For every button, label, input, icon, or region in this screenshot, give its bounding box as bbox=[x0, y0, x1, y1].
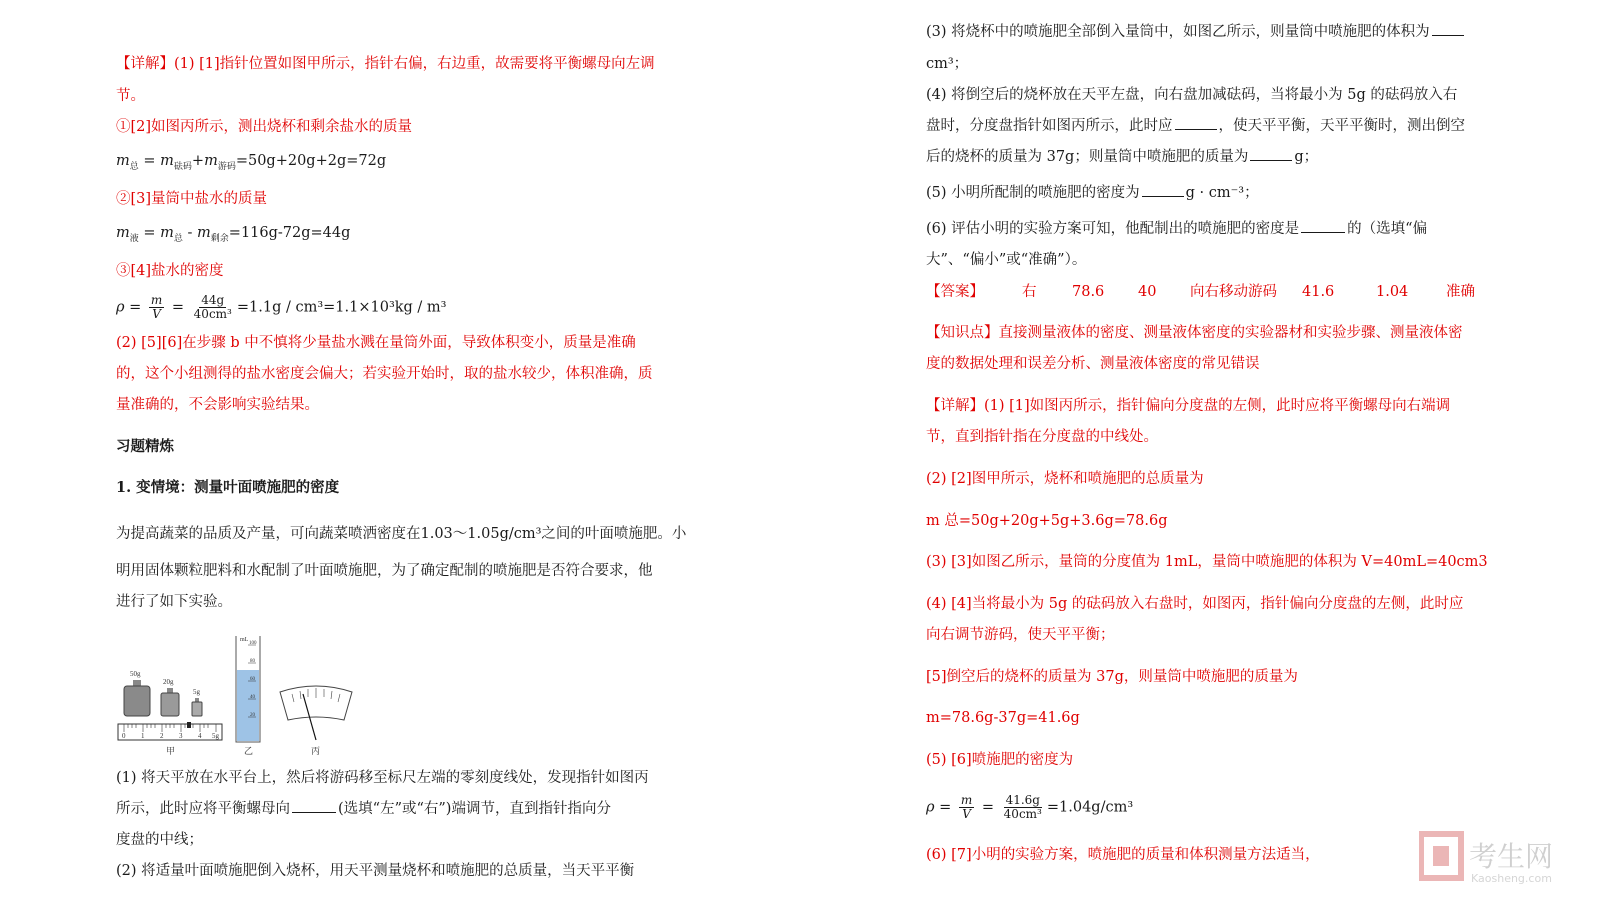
question-line: 后的烧杯的质量为 37g；则量筒中喷施肥的质量为 g； bbox=[926, 149, 1319, 165]
answer-item: 41.6 bbox=[1302, 284, 1335, 300]
svg-text:100: 100 bbox=[249, 641, 257, 646]
intro-line: 明用固体颗粒肥料和水配制了叶面喷施肥，为了确定配制的喷施肥是否符合要求，他 bbox=[116, 563, 653, 579]
svg-text:60: 60 bbox=[250, 677, 255, 682]
question-line: (6) 评估小明的实验方案可知，他配制出的喷施肥的密度是 的（选填“偏 bbox=[926, 221, 1428, 237]
answer-blank bbox=[1142, 196, 1184, 197]
answer-item: 78.6 bbox=[1072, 284, 1105, 300]
svg-text:丙: 丙 bbox=[311, 746, 321, 756]
question-line: 大”、“偏小”或“准确”）。 bbox=[926, 252, 1087, 268]
explanation-line: 的，这个小组测得的盐水密度会偏大；若实验开始时，取的盐水较少，体积准确，质 bbox=[116, 366, 653, 382]
step-line: ③[4]盐水的密度 bbox=[116, 263, 224, 279]
equation: $m_液 = m_总 - m_{剩余}=116g-72g=44g$ bbox=[116, 225, 351, 244]
weight-label: 20g bbox=[163, 678, 174, 686]
detail-line: m 总=50g+20g+5g+3.6g=78.6g bbox=[926, 513, 1168, 529]
detail-line: (2) [2]图甲所示，烧杯和喷施肥的总质量为 bbox=[926, 471, 1204, 487]
answer-item: 向右移动游码 bbox=[1190, 284, 1277, 300]
svg-text:0: 0 bbox=[122, 732, 126, 740]
question-line: 盘时，分度盘指针如图丙所示，此时应 ，使天平平衡，天平平衡时，测出倒空 bbox=[926, 118, 1465, 134]
equation: $m_总 = m_{砝码}+m_{游码}=50g+20g+2g=72g$ bbox=[116, 153, 387, 172]
detail-line: (3) [3]如图乙所示，量筒的分度值为 1mL，量筒中喷施肥的体积为 V=40mL=40cm3 bbox=[926, 554, 1488, 570]
detail-line: 【详解】(1) [1]指针位置如图甲所示，指针右偏，右边重，故需要将平衡螺母向左调 bbox=[116, 56, 655, 72]
intro-line: 为提高蔬菜的品质及产量，可向蔬菜喷洒密度在1.03～1.05g/cm³之间的叶面喷施肥。小 bbox=[116, 526, 687, 542]
experiment-figure bbox=[116, 636, 376, 764]
question-line: (5) 小明所配制的喷施肥的密度为 g · cm⁻³； bbox=[926, 185, 1259, 201]
weight-20g bbox=[161, 693, 179, 716]
question-line: (1) 将天平放在水平台上，然后将游码移至标尺左端的零刻度线处，发现指针如图丙 bbox=[116, 770, 649, 786]
detail-line: (5) [6]喷施肥的密度为 bbox=[926, 752, 1074, 768]
svg-text:20: 20 bbox=[250, 713, 255, 718]
weight-label: 50g bbox=[130, 670, 141, 678]
explanation-line: (2) [5][6]在步骤 b 中不慎将少量盐水溅在量筒外面，导致体积变小，质量是准确 bbox=[116, 335, 636, 351]
detail-line: 节，直到指针指在分度盘的中线处。 bbox=[926, 429, 1158, 445]
question-line: (4) 将倒空后的烧杯放在天平左盘，向右盘加减砝码，当将最小为 5g 的砝码放入右 bbox=[926, 87, 1458, 103]
knowledge-point: 度的数据处理和误差分析、测量液体密度的常见错误 bbox=[926, 356, 1260, 372]
svg-text:3: 3 bbox=[179, 732, 183, 740]
svg-text:4: 4 bbox=[198, 732, 202, 740]
question-line: 所示，此时应将平衡螺母向 (选填“左”或“右”)端调节，直到指针指向分 bbox=[116, 801, 611, 817]
answer-item: 准确 bbox=[1446, 284, 1475, 300]
answer-blank bbox=[1432, 35, 1464, 36]
svg-text:mL: mL bbox=[240, 637, 249, 643]
answer-blank bbox=[1175, 129, 1217, 130]
weight-5g bbox=[192, 702, 202, 716]
answer-item: 40 bbox=[1138, 284, 1157, 300]
detail-line: 【详解】(1) [1]如图丙所示，指针偏向分度盘的左侧，此时应将平衡螺母向右端调 bbox=[926, 398, 1451, 414]
svg-text:乙: 乙 bbox=[244, 746, 254, 756]
answer-label: 【答案】 bbox=[926, 284, 984, 300]
detail-line: 向右调节游码，使天平平衡； bbox=[926, 627, 1115, 643]
liquid-level bbox=[237, 670, 259, 741]
question-line: cm³； bbox=[926, 56, 969, 72]
svg-text:40: 40 bbox=[250, 695, 255, 700]
question-line: 度盘的中线； bbox=[116, 832, 203, 848]
section-title: 习题精炼 bbox=[116, 438, 174, 455]
svg-text:2: 2 bbox=[160, 732, 164, 740]
intro-line: 进行了如下实验。 bbox=[116, 594, 232, 610]
detail-line: 节。 bbox=[116, 88, 145, 104]
detail-line: (4) [4]当将最小为 5g 的砝码放入右盘时，如图丙，指针偏向分度盘的左侧，此时应 bbox=[926, 596, 1464, 612]
detail-line: m=78.6g-37g=41.6g bbox=[926, 710, 1080, 726]
answer-blank bbox=[1250, 160, 1292, 161]
svg-text:5g: 5g bbox=[212, 732, 219, 740]
rider bbox=[187, 722, 191, 728]
question-line: (2) 将适量叶面喷施肥倒入烧杯，用天平测量烧杯和喷施肥的总质量，当天平平衡 bbox=[116, 863, 635, 879]
answer-item: 右 bbox=[1022, 284, 1037, 300]
detail-line: (6) [7]小明的实验方案，喷施肥的质量和体积测量方法适当， bbox=[926, 847, 1320, 863]
svg-text:1: 1 bbox=[141, 732, 145, 740]
question-line: (3) 将烧杯中的喷施肥全部倒入量筒中，如图乙所示，则量筒中喷施肥的体积为 bbox=[926, 22, 1466, 42]
watermark-logo bbox=[1419, 830, 1589, 886]
svg-text:考生网: 考生网 bbox=[1469, 840, 1554, 873]
answer-item: 1.04 bbox=[1376, 284, 1409, 300]
svg-text:Kaosheng.com: Kaosheng.com bbox=[1471, 872, 1552, 885]
weight-50g bbox=[124, 686, 150, 716]
svg-text:80: 80 bbox=[250, 659, 255, 664]
weight-label: 5g bbox=[193, 688, 200, 696]
weight-knob bbox=[133, 680, 141, 686]
explanation-line: 量准确的，不会影响实验结果。 bbox=[116, 397, 319, 413]
step-line: ②[3]量筒中盐水的质量 bbox=[116, 191, 268, 207]
question-title: 1. 变情境：测量叶面喷施肥的密度 bbox=[116, 479, 340, 496]
apparatus-diagram bbox=[116, 636, 376, 760]
detail-line: [5]倒空后的烧杯的质量为 37g，则量筒中喷施肥的质量为 bbox=[926, 669, 1298, 685]
equation: ρ = $\frac{m}{V}$ = $\frac{44g}{\text{40cm³}}$ =1.1g / cm³=1.1×10³kg / m³ bbox=[116, 293, 447, 321]
step-line: ①[2]如图丙所示，测出烧杯和剩余盐水的质量 bbox=[116, 119, 413, 135]
svg-text:甲: 甲 bbox=[166, 746, 176, 756]
knowledge-point: 【知识点】直接测量液体的密度、测量液体密度的实验器材和实验步骤、测量液体密 bbox=[926, 325, 1463, 341]
answer-blank bbox=[1301, 232, 1345, 233]
equation: ρ = $\frac{m}{V}$ = $\frac{41.6g}{\text{40cm³}}$ =1.04g/cm³ bbox=[926, 793, 1134, 821]
answer-blank bbox=[292, 812, 336, 813]
